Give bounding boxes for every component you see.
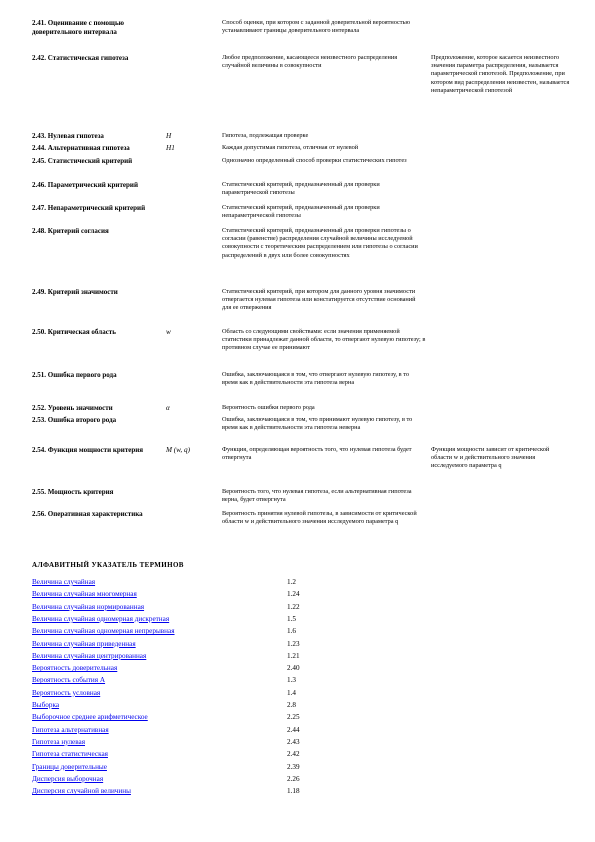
term-definition: Область со следующими свойствами: если значения применяемой статистики принадлежат данной области, то отвергают нулевую гипотезу; в противном случае ее принимают (222, 328, 426, 352)
term-name: 2.45. Статистический критерий (32, 157, 133, 165)
term-definition: Ошибка, заключающаяся в том, что принимают нулевую гипотезу, в то время как в действительности эта гипотеза неверна (222, 416, 413, 432)
term-name: 2.41. Оценивание с помощью доверительного интервала (32, 19, 124, 36)
term-definition: Статистический критерий, предназначенный для проверки гипотезы о согласии (равенстве) распределения случайной величины исследуемой совокупности с теоретическим распределением или гипотезы о согласии распределений в двух или более совокупностях (222, 227, 418, 259)
index-ref: 2.25 (287, 713, 300, 722)
term-definition: Статистический критерий, предназначенный для проверки непараметрической гипотезы (222, 204, 380, 220)
term-name: 2.50. Критическая область (32, 328, 116, 336)
index-row (0, 652, 595, 664)
index-term-link[interactable]: Величина случайная (32, 578, 96, 586)
term-definition: Функция, определяющая вероятность того, что нулевая гипотеза будет отвергнута (222, 446, 412, 462)
term-definition: Вероятность ошибки первого рода (222, 404, 315, 411)
term-name: 2.42. Статистическая гипотеза (32, 54, 129, 62)
index-ref: 1.24 (287, 590, 300, 599)
term-name: 2.53. Ошибка второго рода (32, 416, 117, 424)
term-definition: Способ оценки, при котором с заданной доверительной вероятностью устанавливают границы доверительного интервала (222, 19, 411, 35)
term-symbol: H (166, 132, 172, 140)
index-ref: 2.26 (287, 774, 300, 783)
index-row (0, 701, 595, 713)
term-definition: Ошибка, заключающаяся в том, что отвергают нулевую гипотезу, в то время как в действительности эта гипотеза верна (222, 371, 410, 387)
index-ref: 1.21 (287, 651, 300, 660)
index-row (0, 738, 595, 750)
index-ref: 1.2 (287, 578, 296, 586)
index-term-link[interactable]: Величина случайная многомерная (32, 590, 137, 599)
index-title: АЛФАВИТНЫЙ УКАЗАТЕЛЬ ТЕРМИНОВ (32, 561, 184, 569)
index-row (0, 787, 595, 799)
term-name: 2.51. Ошибка первого рода (32, 371, 117, 379)
index-row (0, 726, 595, 738)
term-name: 2.55. Мощность критерия (32, 488, 114, 496)
index-term-link[interactable]: Дисперсия случайной величины (32, 787, 131, 796)
index-row (0, 689, 595, 701)
term-symbol: α (166, 404, 170, 412)
term-symbol: w (166, 328, 171, 336)
term-definition: Любое предположение, касающееся неизвестного распределения случайной величины в совокупности (222, 54, 398, 70)
index-ref: 2.8 (287, 701, 296, 709)
term-name: 2.56. Оперативная характеристика (32, 510, 143, 518)
index-ref: 2.44 (287, 725, 300, 734)
term-symbol: H1 (166, 144, 175, 152)
term-name: 2.49. Критерий значимости (32, 288, 118, 296)
index-row (0, 676, 595, 688)
term-name: 2.54. Функция мощности критерия (32, 446, 144, 454)
index-term-link[interactable]: Вероятность условная (32, 688, 101, 697)
term-note: Функция мощности зависит от критической области w и действительного значения исследуемого параметра q (431, 446, 550, 470)
index-row (0, 763, 595, 775)
index-term-link[interactable]: Выборка (32, 701, 60, 709)
index-term-link[interactable]: Вероятность события А (32, 676, 106, 685)
term-note: Предположение, которое касается неизвестного значения параметра распределения, называется параметрической гипотезой. Предположение, при котором вид распределения неизвестен, называется непараметрической гипотезой (431, 54, 570, 94)
term-name: 2.47. Непараметрический критерий (32, 204, 146, 212)
index-row (0, 775, 595, 787)
index-ref: 1.6 (287, 627, 296, 636)
term-definition: Однозначно определенный способ проверки статистических гипотез (222, 157, 407, 164)
index-row (0, 615, 595, 627)
index-term-link[interactable]: Гипотеза альтернативная (32, 725, 109, 734)
index-row (0, 603, 595, 615)
index-term-link[interactable]: Величина случайная нормированная (32, 602, 145, 611)
term-symbol: M (w, q) (166, 446, 191, 454)
index-ref: 2.42 (287, 750, 300, 759)
index-term-link[interactable]: Гипотеза статистическая (32, 750, 108, 759)
index-row (0, 627, 595, 639)
term-definition: Гипотеза, подлежащая проверке (222, 132, 309, 139)
index-term-link[interactable]: Гипотеза нулевая (32, 737, 86, 746)
index-ref: 2.40 (287, 664, 300, 673)
index-ref: 1.22 (287, 602, 300, 611)
index-term-link[interactable]: Дисперсия выборочная (32, 774, 104, 783)
index-row (0, 590, 595, 602)
index-term-link[interactable]: Величина случайная одномерная дискретная (32, 614, 170, 623)
index-term-link[interactable]: Величина случайная центрированная (32, 651, 147, 660)
index-term-link[interactable]: Границы доверительные (32, 762, 107, 771)
index-ref: 2.39 (287, 762, 300, 771)
term-name: 2.43. Нулевая гипотеза (32, 132, 104, 140)
index-term-link[interactable]: Величина случайная одномерная непрерывная (32, 627, 175, 636)
term-definition: Каждая допустимая гипотеза, отличная от нулевой (222, 144, 359, 151)
index-ref: 1.23 (287, 639, 300, 648)
index-row (0, 664, 595, 676)
index-ref: 1.3 (287, 676, 296, 685)
index-term-link[interactable]: Выборочное среднее арифметическое (32, 713, 148, 722)
index-row (0, 713, 595, 725)
term-name: 2.52. Уровень значимости (32, 404, 113, 412)
index-ref: 1.5 (287, 614, 296, 623)
index-ref: 2.43 (287, 737, 300, 746)
term-name: 2.44. Альтернативная гипотеза (32, 144, 130, 152)
term-definition: Статистический критерий, при котором для данного уровня значимости отвергается нулевая гипотеза или констатируется отсутствие оснований для ее отвержения (222, 288, 416, 312)
index-ref: 1.4 (287, 688, 296, 697)
term-name: 2.46. Параметрический критерий (32, 181, 138, 189)
index-row (0, 750, 595, 762)
index-term-link[interactable]: Величина случайная приведенная (32, 639, 136, 648)
term-definition: Статистический критерий, предназначенный для проверки параметрической гипотезы (222, 181, 380, 197)
term-definition: Вероятность того, что нулевая гипотеза, если альтернативная гипотеза верна, будет отвергнута (222, 488, 412, 504)
index-row (0, 640, 595, 652)
index-row (0, 578, 595, 590)
index-term-link[interactable]: Вероятность доверительная (32, 664, 118, 673)
term-name: 2.48. Критерий согласия (32, 227, 109, 235)
index-ref: 1.18 (287, 787, 300, 796)
term-definition: Вероятность принятия нулевой гипотезы, в зависимости от критической области w и действительного значения исследуемого параметра q (222, 510, 417, 526)
